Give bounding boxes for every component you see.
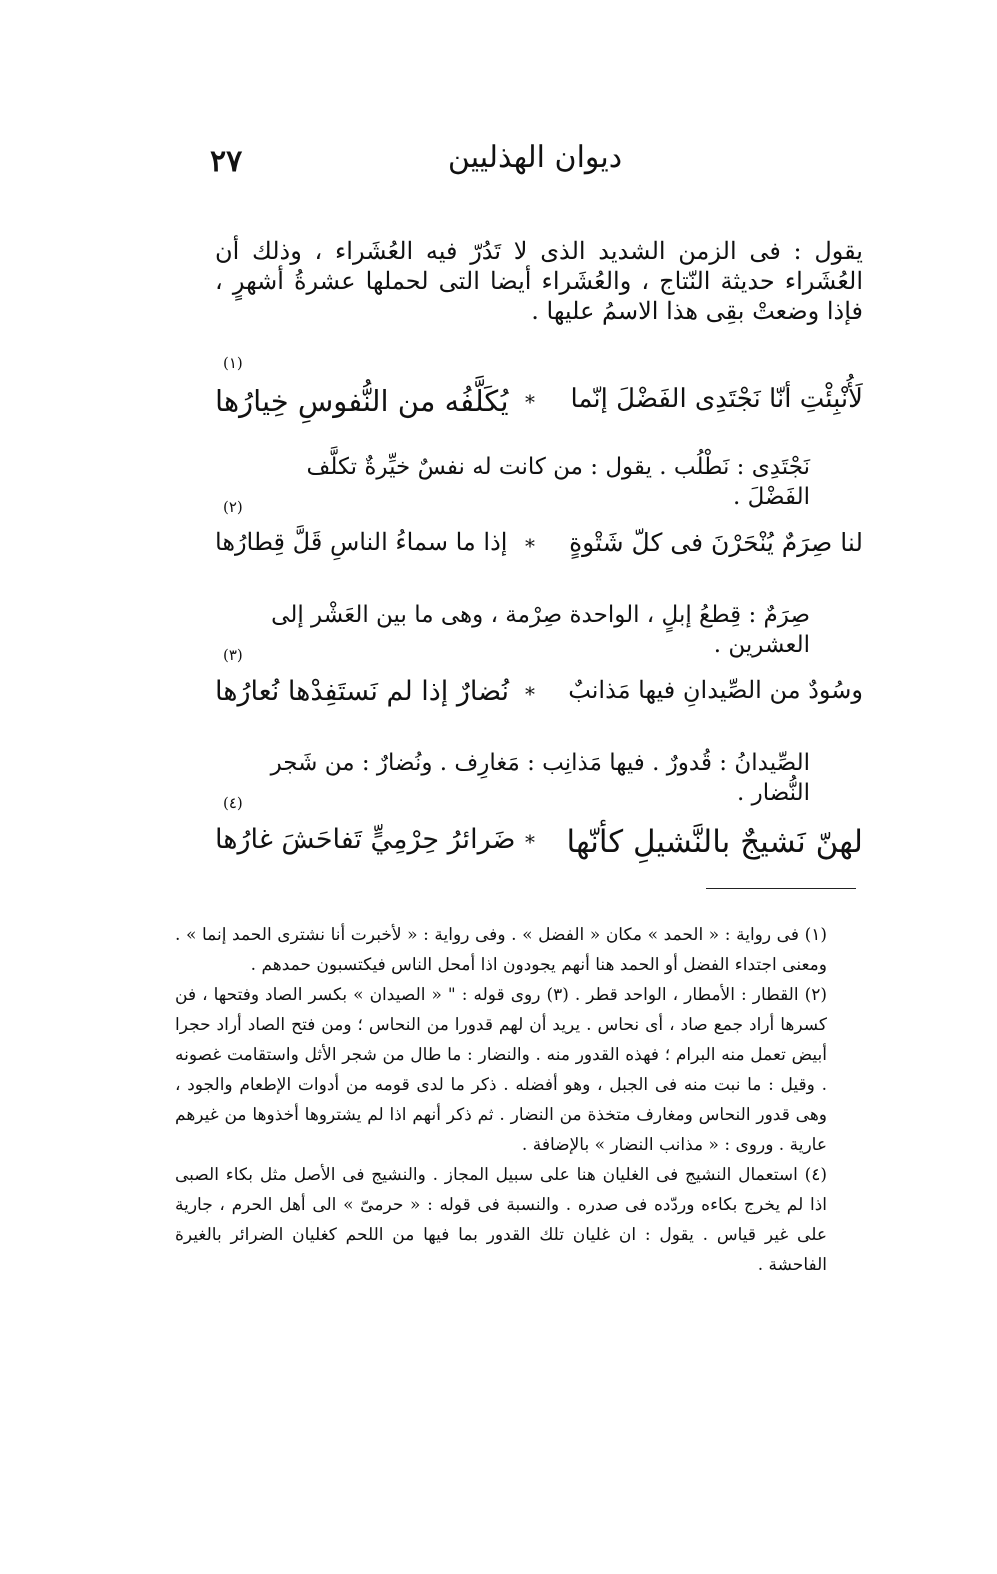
verse-line [215,354,863,420]
hemistich-separator: * [525,682,535,706]
footnote-marker: (٢) [223,498,243,516]
verse-line [215,794,863,860]
running-title: ديوان الهذليين [447,140,623,175]
verse-first-hemistich: لنا صِرَمٌ يُنْحَرْنَ فى كلّ شَتْوةٍ [569,528,863,557]
verse-first-hemistich: وسُودٌ من الصِّيدانِ فيها مَذانبٌ [568,676,863,704]
hemistich-separator: * [525,534,535,558]
verse-line [215,498,863,564]
commentary-paragraph: يقول : فى الزمن الشديد الذى لا تَدُرّ فيه العُشَراء ، وذلك أن العُشَراء حديثة النّتاج ، والعُشَراء أيضا التى لحملها عشرةُ أشهرٍ ، فإذا وضعتْ بقِى هذا الاسمُ عليها . [215,237,863,325]
footnote-4: (٤) استعمال النشيج فى الغليان هنا على سبيل المجاز . والنشيج فى الأصل مثل بكاء الصبى اذا لم يخرج بكاءه وردّده فى صدره . والنسبة فى قوله : « حرمىّ » الى أهل الحرم ، جارية على غير قياس . يقول : ان غليان تلك القدور بما فيها من اللحم كغليان الضرائر بالغيرة الفاحشة . [175,1165,827,1275]
page-header [210,132,860,182]
hemistich-separator: * [525,830,535,854]
page-number: ٢٧ [210,144,243,179]
verse-first-hemistich: لهنّ نَشيجٌ بالنَّشيلِ كأنّها [566,824,863,860]
verse-gloss: الصِّيدانُ : قُدورٌ . فيها مَذانِب : مَغارِف . ونُضارٌ : من شَجر النُّضار . [270,750,810,806]
verse-line [215,646,863,712]
footnote-2-3: (٢) القطار : الأمطار ، الواحد قطر . (٣) روى قوله : " « الصيدان » بكسر الصاد وفتحها ، فن كسرها أراد جمع صاد ، أى نحاس . يريد أن لهم قدورا من النحاس ؛ ومن فتح الصاد أراد حجرا أبيض تعمل منه البرام ؛ فهذه القدور منه . والنضار : ما طال من شجر الأثل واستقامت غصونه . وقيل : ما نبت منه فى الجبل ، وهو أفضله . ذكر ما لدى قومه من أدوات الإطعام والجود ، وهى قدور النحاس ومغارف متخذة من النضار . ثم ذكر أنهم اذا لم يشتروها أخذوها من غيرهم عارية . وروى : « مذانب النضار » بالإضافة . [175,985,827,1155]
footnotes [175,920,827,1280]
footnote-marker: (٤) [223,794,243,812]
verse-gloss: صِرَمٌ : قِطعُ إبلٍ ، الواحدة صِرْمة ، وهى ما بين العَشْر إلى العشرين . [271,602,810,658]
footnote-separator [706,888,856,889]
footnote-1: (١) فى رواية : « الحمد » مكان « الفضل » . وفى رواية : « لأخبرت أنا نشترى الحمد إنما » . ومعنى اجتداء الفضل أو الحمد هنا أنهم يجودون اذا أمحل الناس فيكتسبون حمدهم . [175,925,827,975]
verse-first-hemistich: لَأُنْبِئْتِ أنّا نَجْتَدِى الفَضْلَ إنّما [570,384,863,414]
verse-second-hemistich: ضَرائرُ حِرْمِيٍّ تَفاحَشَ غارُها [215,824,516,855]
verse-gloss: نَجْتَدِى : نَطْلُب . يقول : من كانت له نفسٌ خيِّرةٌ تكلَّف الفَضْلَ . [306,454,810,510]
footnote-marker: (١) [223,354,243,372]
verse-second-hemistich: يُكَلَّفُه من النُّفوسِ خِيارُها [215,384,509,418]
footnote-marker: (٣) [223,646,243,664]
verse-second-hemistich: إذا ما سماءُ الناسِ قَلَّ قِطارُها [215,528,508,556]
hemistich-separator: * [525,390,535,414]
verse-second-hemistich: نُضارٌ إذا لم نَستَفِدْها نُعارُها [215,676,510,707]
